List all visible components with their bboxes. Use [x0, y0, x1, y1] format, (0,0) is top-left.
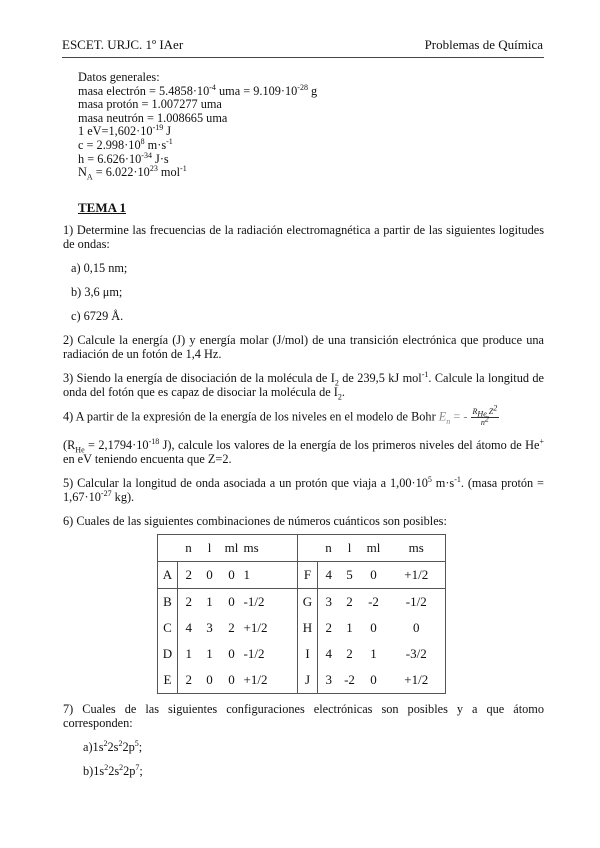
- cell: 0: [413, 619, 420, 635]
- cell: 3: [318, 667, 340, 694]
- cell: 0: [200, 561, 220, 588]
- cell: -1/2: [243, 593, 265, 609]
- table-row: [158, 615, 446, 641]
- bohr-formula: $\frac{R_{He} Z^2}{n^2}$: [472, 403, 498, 427]
- problem-4-cont: ($R_{He} = 2,1794\cdot 10^{-18}$ J), calcule los valores de la energía de los primeros niveles del átomo de He+ en eV teniendo encuenta que Z=2.: [63, 436, 545, 466]
- cell: 1: [178, 641, 200, 667]
- electron-mass: masa electrón = $5.4858\cdot 10^{-4}$ uma = $9.109\cdot 10^{-28}$ g: [78, 82, 318, 98]
- cell: -2: [368, 593, 379, 609]
- problem-4: 4) A partir de la expresión de la energía de los niveles en el modelo de Bohr $E_n$ = - $\frac{R_{He} Z^2}{n^2}$: [63, 403, 498, 427]
- planck-constant: $h = 6.626\cdot 10^{-34}$ J·s: [78, 150, 169, 166]
- cell: 0: [228, 593, 235, 609]
- problem-1: 1) Determine las frecuencias de la radiación electromagnética a partir de las siguientes logitudes de ondas:: [63, 222, 544, 251]
- cell: 4: [318, 561, 340, 588]
- cell: 0: [360, 561, 388, 588]
- avogadro: $N_A = 6.022\cdot 10^{23}$ mol$^{-1}$: [78, 164, 187, 182]
- cell: 2: [178, 667, 200, 694]
- neutron-mass: masa neutrón = 1.008665 uma: [78, 110, 228, 125]
- section-title: TEMA 1: [78, 199, 127, 215]
- header-ms: ms: [244, 534, 298, 561]
- table-row: [158, 588, 446, 615]
- table-row: [158, 561, 446, 588]
- header-right: Problemas de Química: [424, 37, 543, 52]
- cell: +1/2: [388, 561, 446, 588]
- cell: -3/2: [405, 645, 427, 661]
- row-label: A: [158, 561, 178, 588]
- config-b: $b)1s^22s^22p^7$;: [83, 762, 143, 778]
- header-n: n: [318, 534, 340, 561]
- row-label: D: [162, 645, 173, 661]
- header-divider: [62, 57, 544, 58]
- cell: 1: [244, 561, 298, 588]
- problem-2: 2) Calcule la energía (J) y energía molar (J/mol) de una transición electrónica que produce una radiación de un fotón de 1,4 Hz.: [63, 332, 544, 361]
- cell: -1/2: [243, 645, 265, 661]
- header-left: ESCET. URJC. 1º IAer: [62, 37, 184, 52]
- problem-5: 5) Calcular la longitud de onda asociada a un protón que viaja a $1,00\cdot 10^5$ $m\cdot s^{-1}$. (masa protón = $1,67\cdot 10^{-27}$ kg).: [63, 474, 544, 504]
- cell: 2: [346, 593, 353, 609]
- header-n: n: [178, 534, 200, 561]
- cell: 2: [178, 561, 200, 588]
- header-l: l: [340, 534, 360, 561]
- header-ml: ml: [220, 534, 244, 561]
- cell: 4: [178, 615, 200, 641]
- cell: 3: [318, 588, 340, 615]
- cell: 5: [340, 561, 360, 588]
- cell: 0: [370, 671, 377, 687]
- header-l: l: [200, 534, 220, 561]
- cell: +1/2: [243, 619, 268, 635]
- problem-6: 6) Cuales de las siguientes combinaciones de números cuánticos son posibles:: [63, 513, 447, 528]
- problem-1b: b) 3,6 μm;: [71, 284, 123, 299]
- quantum-numbers-table: [157, 534, 446, 694]
- cell: +1/2: [243, 671, 268, 687]
- table-header-row: [158, 534, 446, 561]
- row-label: B: [163, 593, 172, 609]
- cell: 0: [220, 561, 244, 588]
- general-data: [78, 71, 544, 180]
- general-data-title: Datos generales:: [78, 70, 160, 84]
- cell: 2: [228, 619, 235, 635]
- cell: 1: [346, 619, 353, 635]
- cell: -1/2: [405, 593, 427, 609]
- cell: 1: [206, 593, 213, 609]
- header-ms: ms: [388, 534, 446, 561]
- row-label: G: [298, 588, 318, 615]
- problem-7: 7) Cuales de las siguientes configuraciones electrónicas son posibles y a que átomo corresponden:: [63, 701, 544, 730]
- document-body: [63, 71, 544, 778]
- ev-value: 1 $eV=1,602\cdot 10^{-19}$ J: [78, 123, 172, 139]
- row-label: J: [298, 667, 318, 694]
- row-label: I: [298, 641, 318, 667]
- cell: 2: [346, 645, 353, 661]
- cell: 2: [318, 615, 340, 641]
- row-label: E: [163, 671, 172, 687]
- header-ml: ml: [360, 534, 388, 561]
- cell: 0: [228, 645, 235, 661]
- config-a: $a)1s^22s^22p^5$;: [83, 738, 143, 754]
- problem-1a: a) 0,15 nm;: [71, 260, 128, 275]
- cell: -2: [344, 671, 355, 687]
- table-row: [158, 667, 446, 694]
- cell: 1: [206, 645, 213, 661]
- problem-3: 3) Siendo la energía de disociación de la molécula de $I_2$ de 239,5 kJ mol$^{-1}$. Calcule la longitud de onda del fotón que es capaz de disociar la molécula de $I_2$.: [63, 369, 544, 402]
- cell: 4: [318, 641, 340, 667]
- cell: 0: [228, 671, 235, 687]
- row-label: F: [298, 561, 318, 588]
- table-row: [158, 641, 446, 667]
- row-label: H: [298, 615, 318, 641]
- row-label: C: [163, 619, 172, 635]
- problem-1c: c) 6729 Å.: [71, 308, 124, 323]
- light-speed: $c = 2.998\cdot 10^8$ $m\cdot s^{-1}$: [78, 136, 173, 152]
- cell: 0: [370, 619, 377, 635]
- cell: 0: [206, 671, 213, 687]
- cell: 1: [370, 645, 377, 661]
- cell: 3: [206, 619, 213, 635]
- cell: +1/2: [404, 671, 429, 687]
- proton-mass: masa protón = 1.007277 uma: [78, 97, 222, 112]
- cell: 2: [178, 588, 200, 615]
